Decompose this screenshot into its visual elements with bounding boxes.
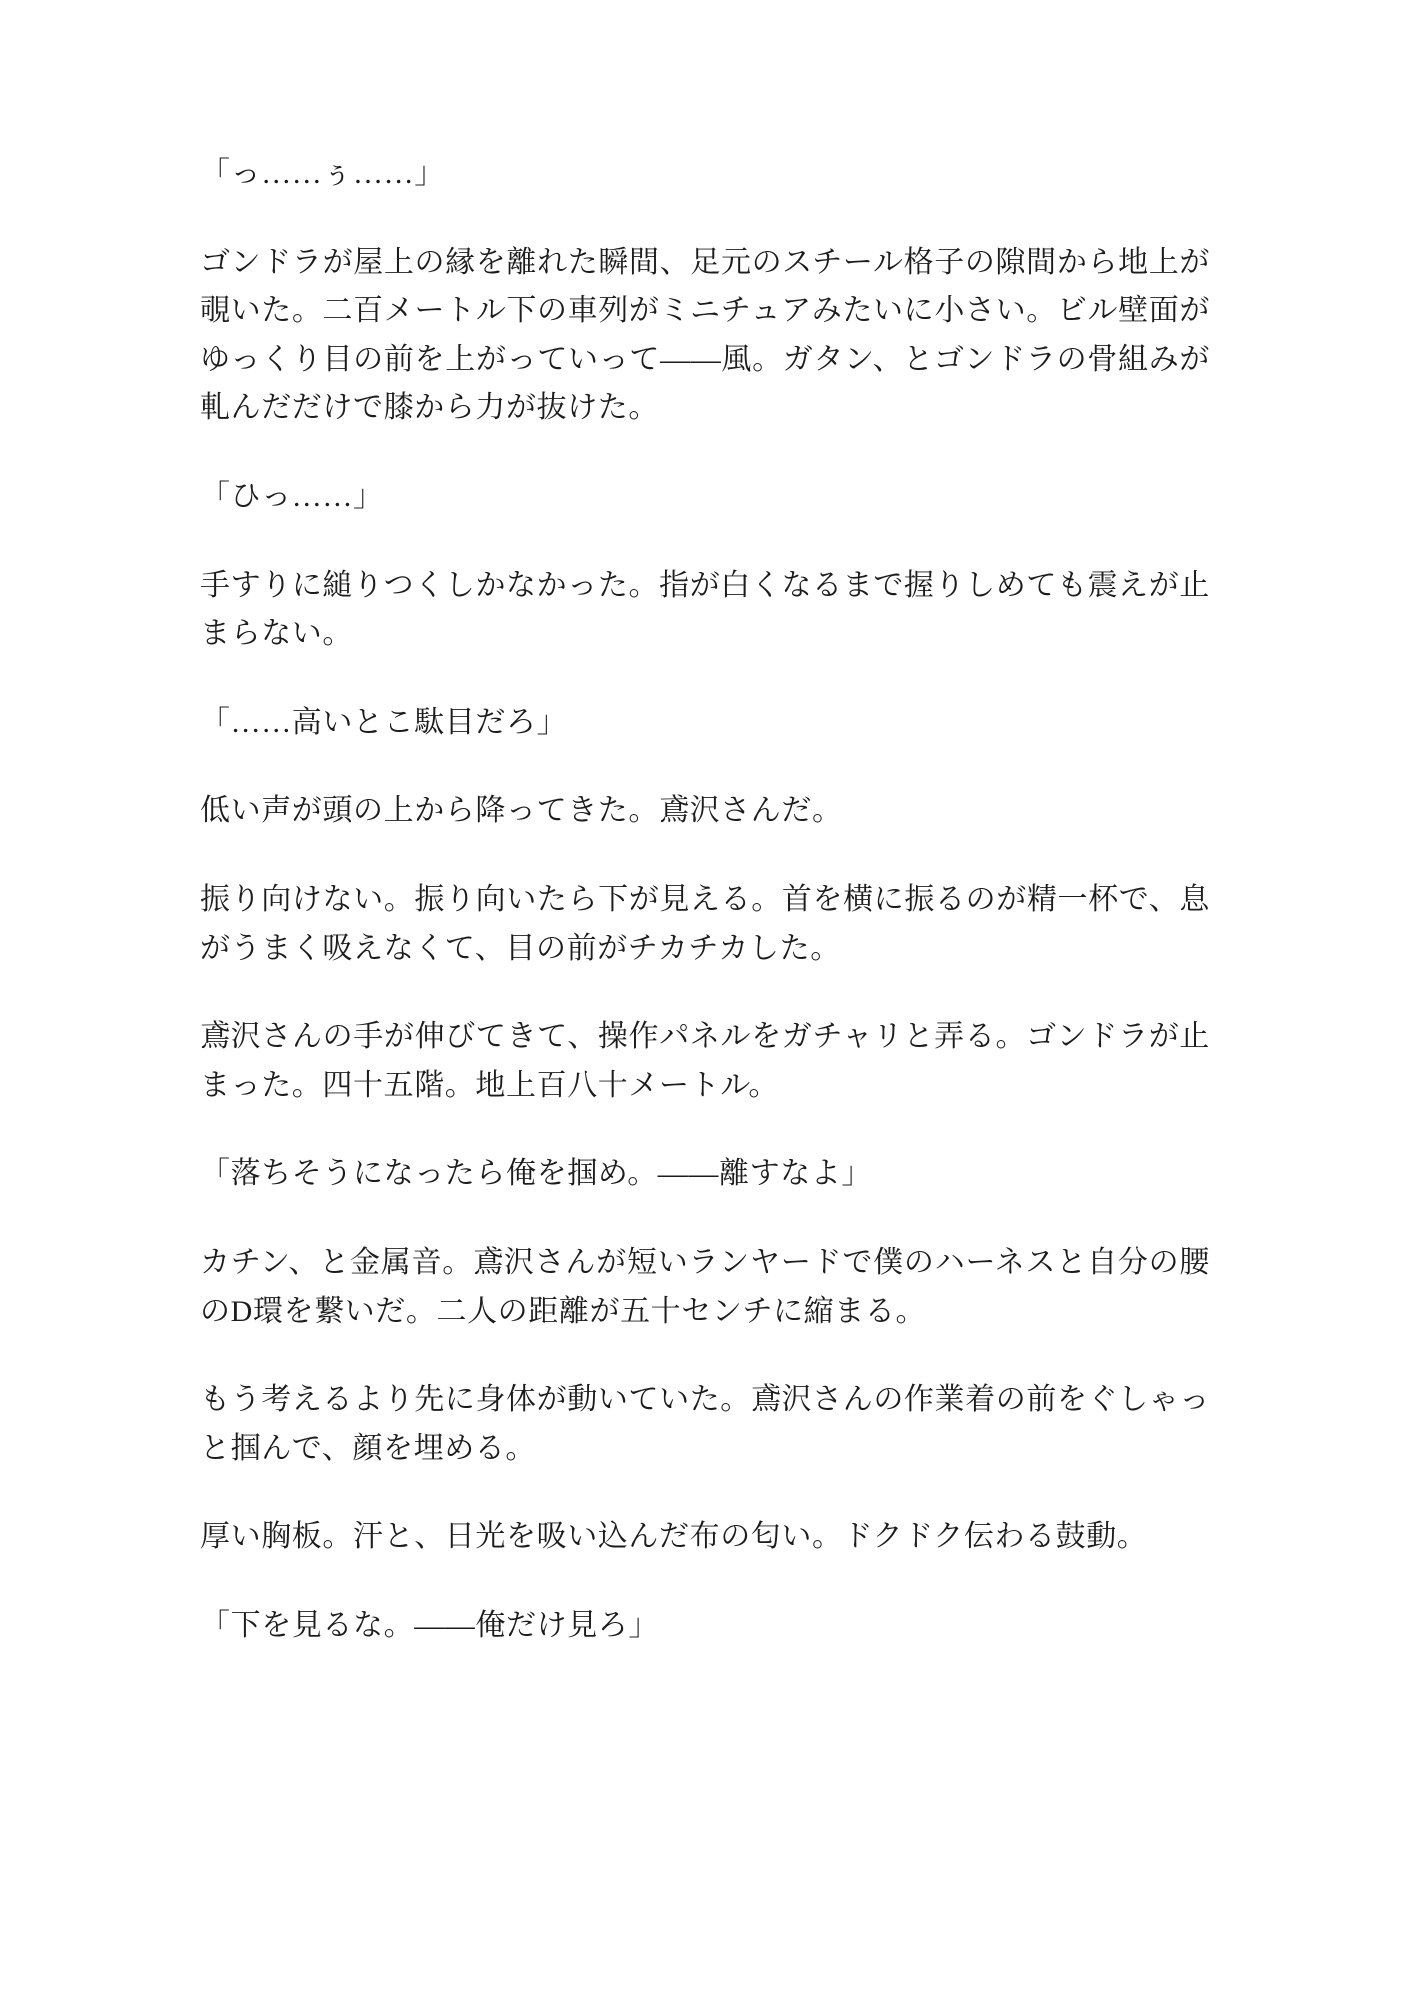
paragraph: 低い声が頭の上から降ってきた。鳶沢さんだ。 [200, 794, 843, 828]
paragraph: 手すりに縋りつくしかなかった。指が白くなるまで握りしめても震えが止まらない。 [200, 568, 1210, 651]
paragraph: 鳶沢さんの手が伸びてきて、操作パネルをガチャリと弄る。ゴンドラが止まった。四十五階。地上百八十メートル。 [200, 1020, 1210, 1102]
paragraph: 振り向けない。振り向いたら下が見える。首を横に振るのが精一杯で、息がうまく吸えなくて、目の前がチカチカした。 [200, 882, 1210, 965]
paragraph: 「落ちそうになったら俺を掴め。——離すなよ」 [200, 1157, 872, 1191]
paragraph: 「……高いとこ駄目だろ」 [200, 705, 568, 739]
paragraph: ゴンドラが屋上の縁を離れた瞬間、足元のスチール格子の隙間から地上が覗いた。二百メートル下の車列がミニチュアみたいに小さい。ビル壁面がゆっくり目の前を上がっていって——風。ガタン、とゴンドラの骨組みが軋んだだけで膝から力が抜けた。 [200, 245, 1210, 425]
paragraph: 「っ……ぅ……」 [200, 157, 445, 190]
paragraph: 「下を見るな。——俺だけ見ろ」 [200, 1608, 659, 1642]
document-body [200, 150, 1210, 1650]
paragraph: 「ひっ……」 [200, 479, 384, 513]
paragraph: もう考えるより先に身体が動いていた。鳶沢さんの作業着の前をぐしゃっと掴んで、顔を埋める。 [200, 1383, 1210, 1465]
paragraph: カチン、と金属音。鳶沢さんが短いランヤードで僕のハーネスと自分の腰のD環を繋いだ。二人の距離が五十センチに縮まる。 [200, 1245, 1210, 1328]
paragraph: 厚い胸板。汗と、日光を吸い込んだ布の匂い。ドクドク伝わる鼓動。 [200, 1520, 1148, 1554]
